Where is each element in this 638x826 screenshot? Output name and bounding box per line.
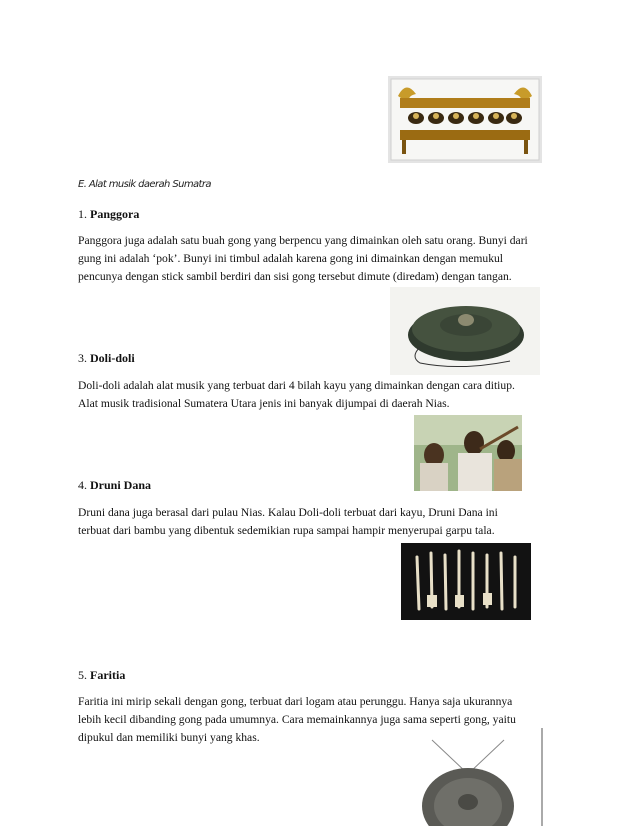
item-description-druni-dana	[78, 504, 564, 540]
item-number: 5.	[78, 668, 87, 682]
description-line: Panggora juga adalah satu buah gong yang berpencu yang dimainkan oleh satu orang. Bunyi dari	[78, 234, 528, 247]
description-line: Druni dana juga berasal dari pulau Nias. Kalau Doli-doli terbuat dari kayu, Druni Dana ini	[78, 506, 498, 519]
item-heading-doli-doli	[78, 351, 135, 366]
section-label: E. Alat musik daerah Sumatra	[78, 179, 211, 190]
item-name: Faritia	[90, 668, 126, 682]
description-line: dipukul dan memiliki bunyi yang khas.	[78, 731, 260, 744]
faritia-gong-photo	[392, 728, 544, 826]
description-line: Doli-doli adalah alat musik yang terbuat dari 4 bilah kayu yang dimainkan dengan cara ditiup.	[78, 379, 515, 392]
item-heading-druni-dana	[78, 478, 151, 493]
description-line: pencunya dengan stick sambil berdiri dan sisi gong tersebut dimute (diredam) dengan tangan.	[78, 270, 512, 283]
description-line: lebih kecil dibanding gong pada umumnya. Cara memainkannya juga sama seperti gong, yaitu	[78, 713, 516, 726]
item-number: 1.	[78, 207, 87, 221]
item-description-panggora	[78, 232, 564, 286]
item-number: 3.	[78, 351, 87, 365]
doli-doli-photo	[414, 415, 522, 491]
description-line: gung ini adalah ‘pok’. Bunyi ini timbul adalah karena gong ini dimainkan dengan memukul	[78, 252, 504, 265]
panggora-gong-photo	[390, 287, 540, 375]
description-line: Alat musik tradisional Sumatera Utara jenis ini banyak dijumpai di daerah Nias.	[78, 397, 450, 410]
gamelan-photo	[388, 76, 542, 163]
druni-dana-photo	[401, 543, 531, 620]
description-line: Faritia ini mirip sekali dengan gong, terbuat dari logam atau perunggu. Hanya saja ukurannya	[78, 695, 513, 708]
item-number: 4.	[78, 478, 87, 492]
item-name: Druni Dana	[90, 478, 152, 492]
item-name: Panggora	[90, 207, 140, 221]
description-line: terbuat dari bambu yang dibentuk sedemikian rupa sampai hampir menyerupai garpu tala.	[78, 524, 495, 537]
item-heading-panggora	[78, 207, 139, 222]
item-heading-faritia	[78, 668, 125, 683]
item-description-doli-doli	[78, 377, 564, 413]
item-name: Doli-doli	[90, 351, 135, 365]
